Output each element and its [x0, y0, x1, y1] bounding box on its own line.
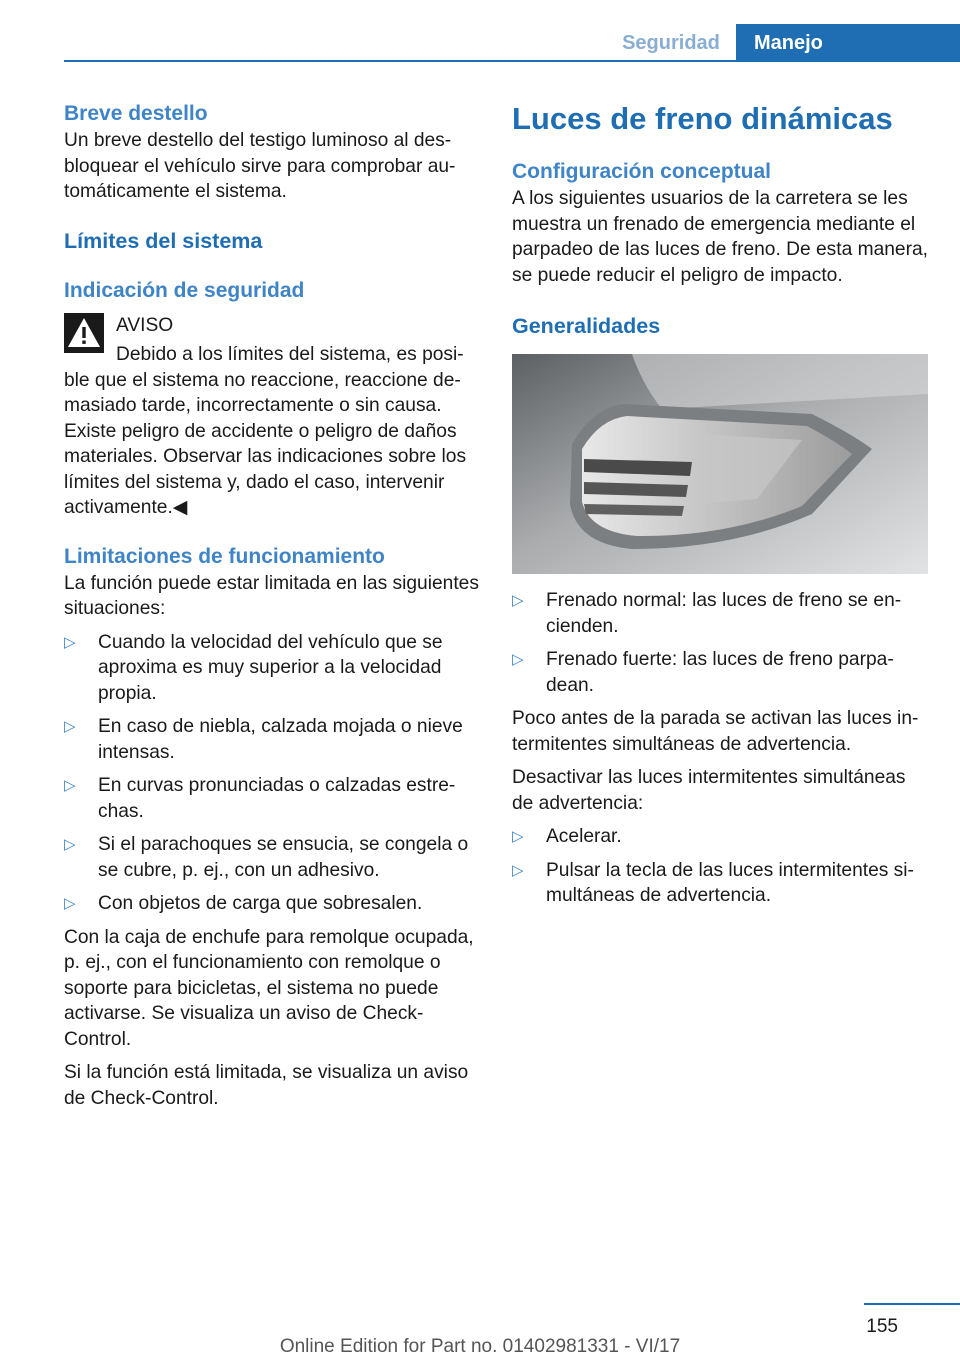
- header-tab-manejo[interactable]: Manejo: [736, 24, 960, 62]
- check-control-paragraph: Si la función está limitada, se visualiza un aviso de Check-Control.: [64, 1062, 469, 1109]
- limitaciones-intro: La función puede estar limitada en las siguientes situaciones:: [64, 572, 479, 619]
- breve-destello-heading: Breve destello: [64, 102, 208, 125]
- warning-triangle-icon: [64, 313, 104, 353]
- list-item: ▷ Pulsar la tecla de las luces intermitentes simultáneas de advertencia.: [512, 859, 914, 906]
- bullet-triangle-icon: ▷: [64, 718, 76, 735]
- bullet-triangle-icon: ▷: [512, 828, 524, 845]
- bullet-triangle-icon: ▷: [64, 836, 76, 853]
- limitaciones-list: [64, 630, 480, 917]
- intermitentes-paragraph: Poco antes de la parada se activan las luces intermitentes simultáneas de advertencia.: [512, 708, 919, 755]
- limitaciones-heading: Limitaciones de funcionamiento: [64, 544, 385, 568]
- warning-text: Debido a los límites del sistema, es posible que el sistema no reaccione, reaccione demasiado tarde, incorrectamente o sin causa. Existe peligro de accidente o peligro de daños materiales. Observar las indicaciones sobre los límites del sistema y, dado el caso, intervenir activamente.◀: [64, 344, 467, 518]
- left-column: [64, 100, 480, 1111]
- indicacion-seguridad-heading: Indicación de seguridad: [64, 278, 305, 302]
- bullet-triangle-icon: ▷: [512, 651, 524, 668]
- generalidades-heading: Generalidades: [512, 314, 661, 338]
- configuracion-text: A los siguientes usuarios de la carretera se les muestra un frenado de emergencia mediante el parpadeo de las luces de freno. De esta manera, se puede reducir el peligro de impacto.: [512, 188, 928, 286]
- page-number: 155: [866, 1316, 898, 1337]
- list-item: ▷ Acelerar.: [512, 824, 928, 850]
- limites-sistema-heading: Límites del sistema: [64, 228, 263, 253]
- remolque-paragraph: Con la caja de enchufe para remolque ocupada, p. ej., con el funcionamiento con remolque o soporte para bicicletas, el sistema no puede activarse. Se visualiza un aviso de Check-Control.: [64, 926, 474, 1050]
- warning-label: AVISO: [116, 314, 174, 336]
- edition-footer: Online Edition for Part no. 01402981331 - VI/17: [279, 1336, 681, 1357]
- desactivar-list: [512, 824, 928, 909]
- bullet-triangle-icon: ▷: [512, 861, 524, 879]
- list-item: ▷ Frenado normal: las luces de freno se encienden.: [512, 590, 902, 637]
- breve-destello-text: Un breve destello del testigo luminoso al desbloquear el vehículo sirve para comprobar automáticamente el sistema.: [64, 130, 456, 202]
- list-item: ▷ Con objetos de carga que sobresalen.: [64, 891, 480, 917]
- bullet-triangle-icon: ▷: [64, 777, 76, 794]
- tail-light-photo: [512, 354, 928, 574]
- luces-freno-title: Luces de freno dinámicas: [512, 101, 893, 136]
- warning-block: [64, 313, 480, 339]
- list-item: ▷ Si el parachoques se ensucia, se congela o se cubre, p. ej., con un adhesivo.: [64, 834, 469, 881]
- bullet-triangle-icon: ▷: [512, 592, 524, 609]
- list-item: ▷ Cuando la velocidad del vehículo que se aproxima es muy superior a la velocidad propia.: [64, 631, 443, 704]
- bullet-triangle-icon: ▷: [64, 633, 76, 651]
- list-item: ▷ En caso de niebla, calzada mojada o nieve intensas.: [64, 716, 463, 763]
- header-rule: [64, 60, 960, 62]
- bullet-triangle-icon: ▷: [64, 895, 76, 912]
- list-item: ▷ Frenado fuerte: las luces de freno parpadean.: [512, 649, 894, 696]
- frenado-list: [512, 588, 928, 698]
- desactivar-paragraph: Desactivar las luces intermitentes simultáneas de advertencia:: [512, 767, 906, 814]
- right-column: [512, 100, 928, 917]
- list-item: ▷ En curvas pronunciadas o calzadas estrechas.: [64, 775, 456, 822]
- header-tab-seguridad[interactable]: Seguridad: [622, 32, 720, 54]
- footer-rule: [864, 1303, 960, 1305]
- configuracion-heading: Configuración conceptual: [512, 160, 772, 183]
